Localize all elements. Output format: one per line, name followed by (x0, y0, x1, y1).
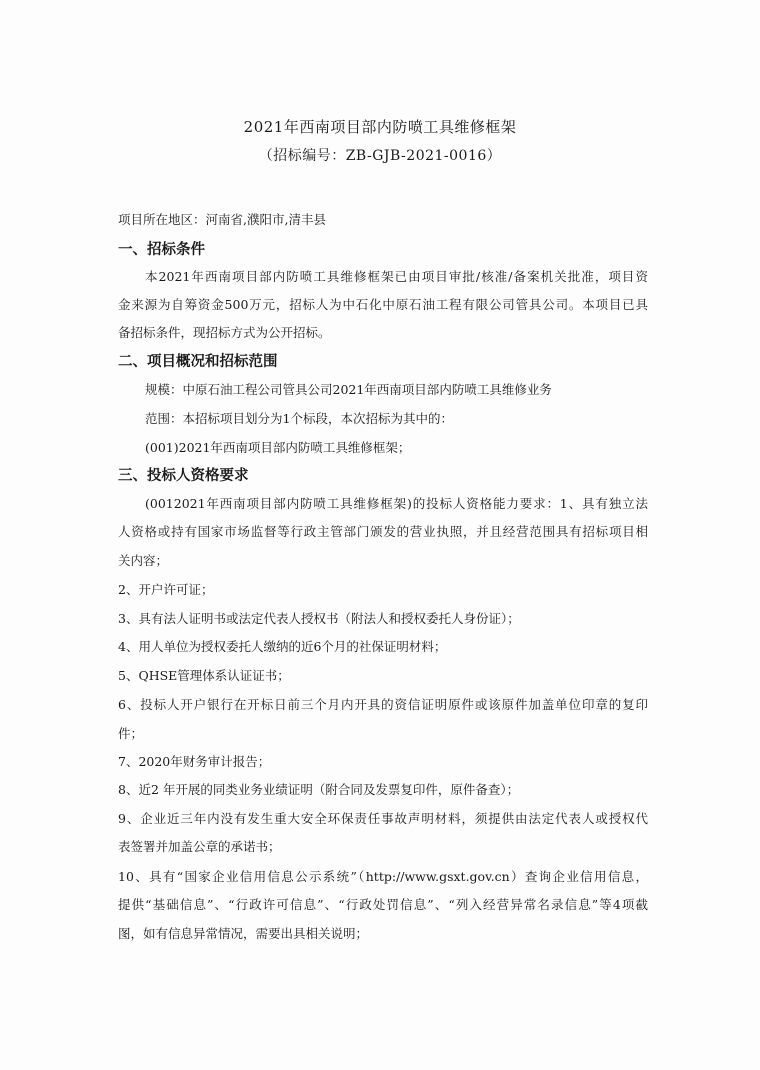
section-3-line: 6、投标人开户银行在开标日前三个月内开具的资信证明原件或该原件加盖单位印章的复印 (118, 697, 648, 712)
section-3-line: 图，如有信息异常情况，需要出具相关说明； (118, 926, 369, 941)
section-3-line: 10、具有“国家企业信用信息公示系统”（http://www.gsxt.gov.cn）查询企业信用信息， (118, 869, 648, 884)
section-3-line: 9、企业近三年内没有发生重大安全环保责任事故声明材料，须提供由法定代表人或授权代 (118, 811, 648, 826)
section-2-line: (001)2021年西南项目部内防喷工具维修框架； (145, 440, 411, 455)
section-3-line: 2、开户许可证； (118, 582, 214, 597)
section-3-line: 人资格或持有国家市场监督等行政主管部门颁发的营业执照，并且经营范围具有招标项目相 (118, 524, 648, 539)
section-heading-1: 一、招标条件 (118, 242, 205, 258)
section-2-line: 范围：本招标项目划分为1个标段，本次招标为其中的： (145, 411, 453, 426)
bid-number: （招标编号：ZB-GJB-2021-0016） (258, 148, 502, 164)
project-location: 项目所在地区：河南省,濮阳市,清丰县 (118, 212, 326, 227)
section-1-line: 备招标条件，现招标方式为公开招标。 (118, 325, 331, 340)
section-3-line: 件； (118, 726, 144, 741)
section-3-line: 表签署并加盖公章的承诺书； (118, 839, 281, 854)
section-3-line: 关内容； (118, 553, 169, 568)
section-1-line: 金来源为自筹资金500万元，招标人为中石化中原石油工程有限公司管具公司。本项目已具 (118, 297, 648, 312)
section-3-line: 4、用人单位为授权委托人缴纳的近6个月的社保证明材料； (118, 639, 447, 654)
section-heading-2: 二、项目概况和招标范围 (118, 354, 278, 370)
section-heading-3: 三、投标人资格要求 (118, 468, 249, 484)
section-3-line: 8、近2 年开展的同类业务业绩证明（附合同及发票复印件，原件备查）； (118, 782, 520, 797)
section-3-line: 3、具有法人证明书或法定代表人授权书（附法人和授权委托人身份证）； (118, 611, 520, 626)
section-1-line: 本2021年西南项目部内防喷工具维修框架已由项目审批/核准/备案机关批准，项目资 (145, 269, 648, 284)
section-3-line: 提供“基础信息”、“行政许可信息”、“行政处罚信息”、“列入经营异常名录信息”等4项截 (118, 897, 648, 912)
section-3-line: (0012021年西南项目部内防喷工具维修框架)的投标人资格能力要求：1、具有独立法 (145, 496, 648, 511)
section-3-line: 5、QHSE管理体系认证证书； (118, 668, 290, 683)
section-2-line: 规模：中原石油工程公司管具公司2021年西南项目部内防喷工具维修业务 (145, 382, 552, 397)
section-3-line: 7、2020年财务审计报告； (118, 754, 271, 769)
document-title: 2021年西南项目部内防喷工具维修框架 (243, 118, 517, 136)
